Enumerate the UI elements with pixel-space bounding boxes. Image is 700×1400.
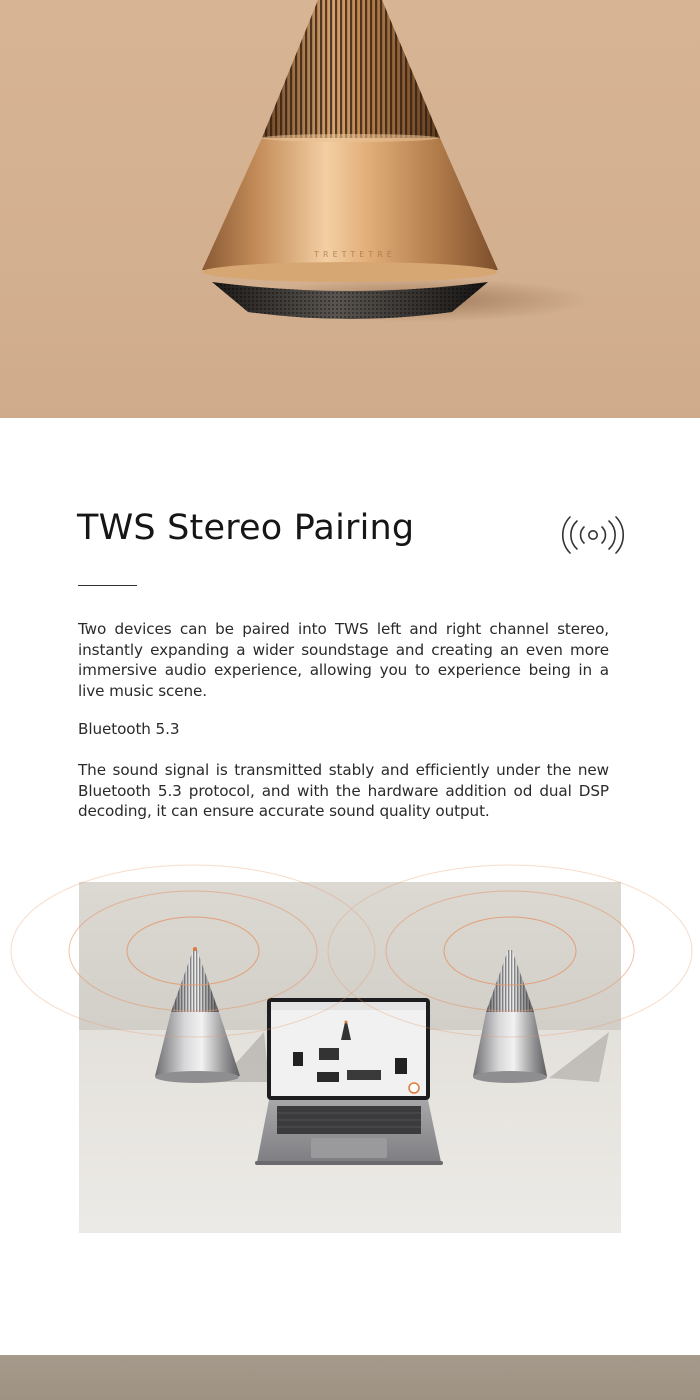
footer-strip <box>0 1355 700 1400</box>
intro-paragraph: Two devices can be paired into TWS left and right channel stereo, instantly expanding a wider soundstage and creating an even more immersive audio experience, allowing you to experience being in a live music scene. <box>78 620 609 700</box>
wireless-broadcast-icon <box>560 515 626 555</box>
title-divider <box>78 585 137 586</box>
brand-engraving: TRETTETRE <box>314 250 396 259</box>
section-title: TWS Stereo Pairing <box>77 508 415 548</box>
tws-pairing-photo <box>79 882 621 1233</box>
hero-banner <box>0 0 700 418</box>
gold-speaker-image <box>0 0 700 418</box>
bluetooth-label: Bluetooth 5.3 <box>78 720 180 738</box>
bluetooth-description: The sound signal is transmitted stably and efficiently under the new Bluetooth 5.3 protocol, and with the hardware addition od dual DSP decoding, it can ensure accurate sound quality output. <box>78 761 609 820</box>
